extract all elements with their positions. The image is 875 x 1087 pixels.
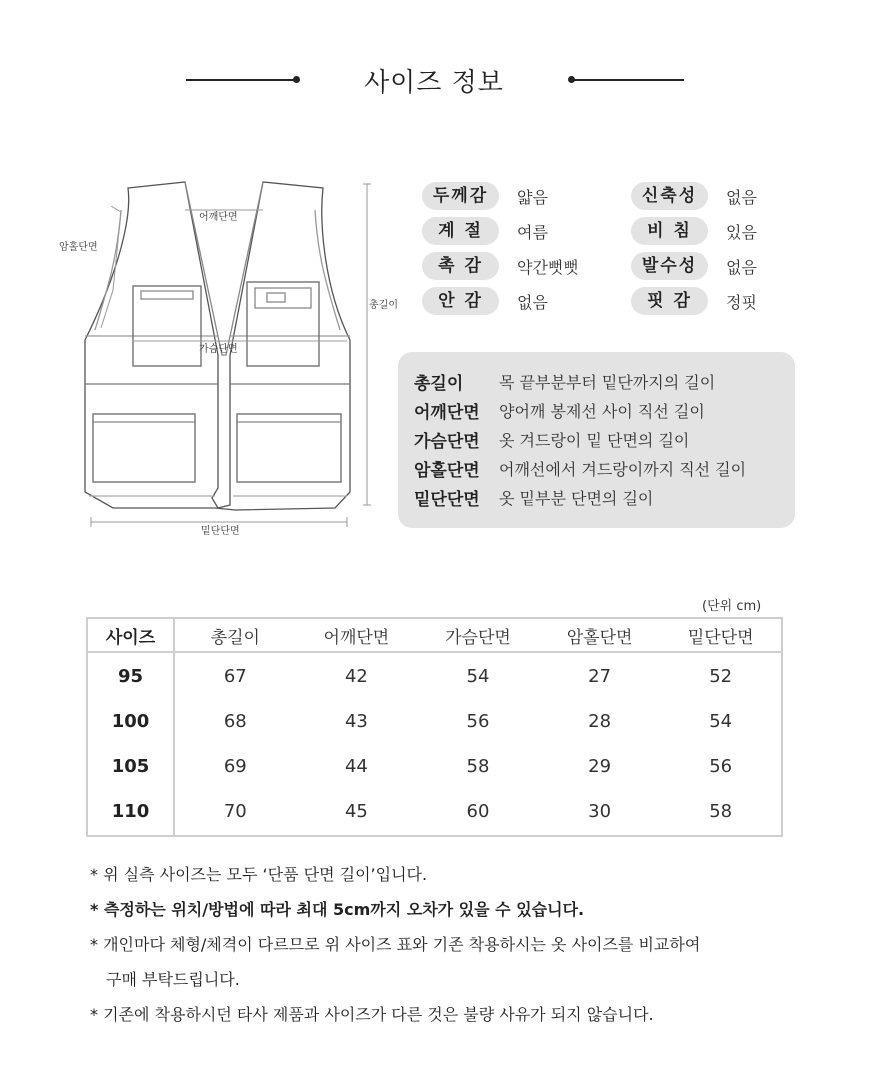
table-cell: 28	[588, 711, 612, 733]
definition-term: 밑단단면	[414, 490, 480, 510]
table-cell: 56	[709, 755, 733, 777]
title-dot-left	[293, 76, 300, 83]
table-cell: 43	[344, 711, 368, 733]
table-cell: 54	[709, 711, 733, 733]
table-cell: 70	[223, 801, 247, 823]
table-cell: 30	[588, 801, 612, 823]
table-cell: 69	[223, 755, 247, 777]
label-total-length: 총길이	[369, 300, 398, 311]
attribute-value: 여름	[517, 223, 548, 242]
definition-term: 총길이	[414, 374, 464, 394]
table-cell: 68	[223, 711, 247, 733]
section-title	[0, 58, 875, 102]
attribute-value: 정핏	[726, 293, 757, 312]
column-header-armhole: 암홀단면	[539, 618, 661, 652]
table-row	[87, 652, 782, 699]
column-header-total-length: 총길이	[174, 618, 296, 652]
definition-text: 목 끝부분부터 밑단까지의 길이	[499, 373, 716, 392]
column-header-chest: 가슴단면	[417, 618, 539, 652]
note-item-emphasis: * 측정하는 위치/방법에 따라 최대 5cm까지 오차가 있을 수 있습니다.	[90, 900, 585, 919]
definition-text: 옷 밑부분 단면의 길이	[499, 489, 654, 508]
attribute-value: 얇음	[517, 188, 548, 207]
column-header-size: 사이즈	[87, 618, 174, 652]
table-cell: 56	[466, 711, 490, 733]
note-item-continued: 구매 부탁드립니다.	[106, 970, 240, 989]
table-cell: 60	[466, 801, 490, 823]
table-cell: 52	[709, 665, 733, 687]
attribute-label: 핏 감	[631, 287, 708, 315]
attribute-label: 신축성	[631, 182, 708, 210]
definition-text: 옷 겨드랑이 밑 단면의 길이	[499, 431, 690, 450]
note-item: * 위 실측 사이즈는 모두 ‘단품 단면 길이’입니다.	[90, 865, 428, 884]
label-armhole-width: 암홀단면	[59, 242, 98, 253]
table-cell: 42	[344, 665, 368, 687]
size-cell: 105	[87, 744, 174, 789]
column-header-shoulder: 어깨단면	[296, 618, 418, 652]
attribute-value: 있음	[726, 223, 757, 242]
attribute-label: 안 감	[422, 287, 499, 315]
definition-text: 양어깨 봉제선 사이 직선 길이	[499, 402, 705, 421]
label-chest-width: 가슴단면	[199, 344, 238, 355]
attribute-value: 없음	[726, 258, 757, 277]
note-item: * 기존에 착용하시던 타사 제품과 사이즈가 다른 것은 불량 사유가 되지 않습니다.	[90, 1005, 654, 1024]
attribute-value: 없음	[517, 293, 548, 312]
definition-term: 어깨단면	[414, 403, 480, 423]
attribute-value: 없음	[726, 188, 757, 207]
table-cell: 29	[588, 755, 612, 777]
definition-term: 가슴단면	[414, 432, 480, 452]
attribute-label: 계 절	[422, 217, 499, 245]
unit-label: (단위 cm)	[702, 599, 762, 614]
note-item: * 개인마다 체형/체격이 다르므로 위 사이즈 표와 기존 착용하시는 옷 사이즈를 비교하여	[90, 935, 701, 954]
page-title: 사이즈 정보	[364, 68, 504, 98]
attribute-label: 촉 감	[422, 252, 499, 280]
table-cell: 58	[466, 755, 490, 777]
table-row	[87, 699, 782, 744]
column-header-hem: 밑단단면	[660, 618, 782, 652]
table-cell: 58	[709, 801, 733, 823]
vest-measurement-diagram	[55, 170, 415, 540]
table-row	[87, 744, 782, 789]
attribute-value: 약간뻣뻣	[517, 258, 579, 277]
table-cell: 67	[223, 665, 247, 687]
label-hem-width: 밑단단면	[201, 526, 240, 537]
table-row	[87, 789, 782, 836]
table-cell: 44	[344, 755, 368, 777]
size-cell: 95	[87, 652, 174, 699]
title-divider-right	[572, 79, 684, 81]
attribute-label: 두께감	[422, 182, 499, 210]
table-cell: 27	[588, 665, 612, 687]
definition-text: 어깨선에서 겨드랑이까지 직선 길이	[499, 460, 747, 479]
measurement-definitions	[398, 352, 795, 528]
size-table	[86, 617, 783, 837]
table-cell: 54	[466, 665, 490, 687]
vest-illustration	[55, 170, 415, 540]
title-divider-left	[186, 79, 296, 81]
table-cell: 45	[344, 801, 368, 823]
definition-term: 암홀단면	[414, 461, 480, 481]
size-cell: 100	[87, 699, 174, 744]
label-shoulder-width: 어깨단면	[199, 212, 238, 223]
size-cell: 110	[87, 789, 174, 836]
attribute-label: 비 침	[631, 217, 708, 245]
table-header-row	[87, 618, 782, 652]
attribute-label: 발수성	[631, 252, 708, 280]
